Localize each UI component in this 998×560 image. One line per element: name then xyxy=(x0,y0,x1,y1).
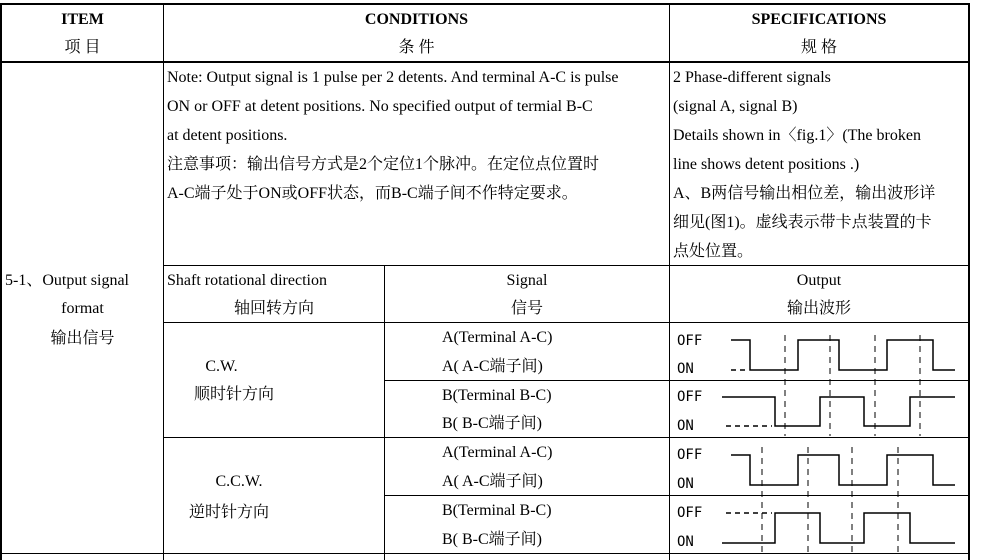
note-line: Note: Output signal is 1 pulse per 2 detents. And terminal A-C is pulse xyxy=(167,69,619,86)
spec-line: 细见(图1)。虚线表示带卡点装置的卡 xyxy=(673,214,932,231)
cw-direction-en: C.W. xyxy=(205,358,238,375)
subheader-signal-cn: 信号 xyxy=(510,300,543,317)
header-item-cn: 项 目 xyxy=(64,39,101,56)
header-specs-en: SPECIFICATIONS xyxy=(751,11,887,28)
item-title-line1: 5-1、Output signal xyxy=(5,272,129,289)
detent-lines xyxy=(762,335,920,553)
off-label: OFF xyxy=(677,389,703,405)
header-conditions-cn: 条 件 xyxy=(398,39,435,56)
ccw-direction-en: C.C.W. xyxy=(215,473,263,490)
off-label: OFF xyxy=(677,333,703,349)
subheader-signal-en: Signal xyxy=(506,272,548,289)
cw-signal-b-cn: B( B-C端子间) xyxy=(442,415,543,432)
header-conditions-en: CONDITIONS xyxy=(364,11,469,28)
ccw-signal-a-cn: A( A-C端子间) xyxy=(442,473,543,490)
cw-signal-b-en: B(Terminal B-C) xyxy=(442,387,552,404)
on-label: ON xyxy=(677,476,694,492)
on-label: ON xyxy=(677,361,694,377)
ccw-signal-b-en: B(Terminal B-C) xyxy=(442,502,552,519)
spec-line: Details shown in〈fig.1〉(The broken xyxy=(673,127,921,144)
item-title-line2: format xyxy=(61,300,104,317)
header-item-en: ITEM xyxy=(61,11,104,28)
spec-line: (signal A, signal B) xyxy=(673,98,798,115)
cw-signal-a-cn: A( A-C端子间) xyxy=(442,358,543,375)
ccw-signal-b-cn: B( B-C端子间) xyxy=(442,531,543,548)
cw-direction-cn: 顺时针方向 xyxy=(193,386,274,403)
cw-signal-a-en: A(Terminal A-C) xyxy=(442,329,553,346)
off-label: OFF xyxy=(677,447,703,463)
note-line: A-C端子处于ON或OFF状态，而B-C端子间不作特定要求。 xyxy=(167,185,578,202)
ccw-signal-a-en: A(Terminal A-C) xyxy=(442,444,553,461)
subheader-shaft-en: Shaft rotational direction xyxy=(167,272,327,289)
on-label: ON xyxy=(677,418,694,434)
item-title-line3: 输出信号 xyxy=(50,330,115,347)
note-line: 注意事项：输出信号方式是2个定位1个脉冲。在定位点位置时 xyxy=(167,156,600,173)
subheader-output-cn: 输出波形 xyxy=(786,300,851,317)
spec-line: 2 Phase-different signals xyxy=(673,69,831,86)
spec-line: 点处位置。 xyxy=(673,243,754,260)
on-label: ON xyxy=(677,534,694,550)
spec-line: A、B两信号输出相位差，输出波形详 xyxy=(673,185,936,202)
subheader-shaft-cn: 轴回转方向 xyxy=(233,300,314,317)
note-line: at detent positions. xyxy=(167,127,288,144)
spec-line: line shows detent positions .) xyxy=(673,156,860,173)
off-label: OFF xyxy=(677,505,703,521)
header-specs-cn: 规 格 xyxy=(800,39,837,56)
ccw-direction-cn: 逆时针方向 xyxy=(188,504,269,521)
note-line: ON or OFF at detent positions. No specified output of termial B-C xyxy=(167,98,593,115)
subheader-output-en: Output xyxy=(796,272,842,289)
